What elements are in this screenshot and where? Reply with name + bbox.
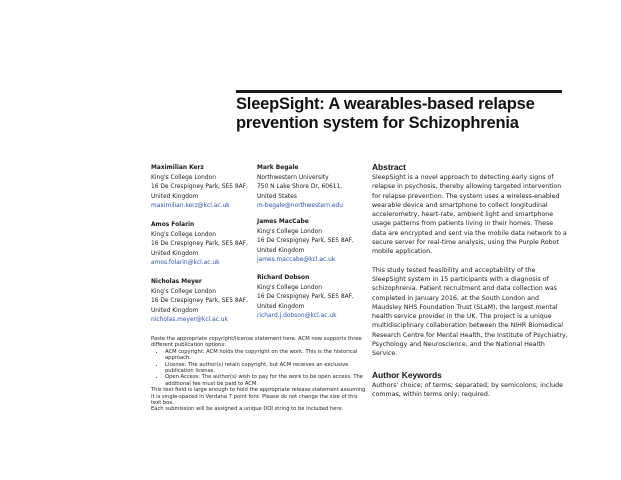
author-card — [257, 218, 367, 266]
author-affiliation: King's College London — [257, 284, 322, 291]
abstract-heading: Abstract — [372, 162, 406, 172]
author-card — [257, 274, 367, 322]
author-name: Maximilian Kerz — [151, 165, 204, 171]
author-country: United States — [257, 193, 297, 200]
author-address: 16 De Crespigney Park, SE5 8AF, — [151, 241, 248, 247]
author-affiliation: Northwestern University — [257, 174, 329, 181]
copyright-box — [151, 336, 366, 413]
author-country: United Kingdom — [151, 307, 199, 314]
author-address: 750 N Lake Shore Dr, 60611, — [257, 184, 343, 190]
title-line-1: SleepSight: A wearables-based relapse — [236, 95, 535, 113]
author-name: Nicholas Meyer — [151, 279, 202, 285]
title-rule — [236, 90, 562, 93]
author-email-link[interactable]: richard.j.dobson@kcl.ac.uk — [257, 313, 337, 319]
author-address: 16 De Crespigney Park, SE5 8AF, — [257, 294, 354, 300]
author-card — [151, 164, 261, 212]
abstract-paragraph-1: SleepSight is a novel approach to detecting early signs of relapse in psychosis, thereby allowing targeted intervention for relapse prevention. The system uses a wireless-enabled wearable device and smartphone to collect longitudinal accelerometry, heart-rate, ambient light and smartphone usage patterns from patients living in their homes. These data are encrypted and sent via the mobile data network to a secure server for real-time analysis, using the Purple Robot mobile application. — [372, 174, 567, 256]
abstract-paragraph-2: This study tested feasibility and acceptability of the SleepSight system in 15 participants with a diagnosis of schizophrenia. Patient recruitment and data collection was completed in January 2016, at the South London and Maudsley NHS Foundation Trust (SLaM), the largest mental health service provider in the UK. The project is a unique multidisciplinary collaboration between the NIHR Biomedical Research Centre for Mental Health, the Institute of Psychiatry, Psychology and Neuroscience, and the National Health Service. — [372, 266, 568, 358]
keywords-heading: Author Keywords — [372, 369, 442, 380]
title-line-2: prevention system for Schizophrenia — [236, 114, 519, 132]
author-name: Amos Folarin — [151, 222, 195, 228]
copyright-outro: This text field is large enough to hold the appropriate release statement assuming it is single-spaced in Verdana 7 point font. Please do not change the size of this text box. — [151, 387, 366, 407]
author-card — [151, 278, 261, 326]
author-address: 16 De Crespigney Park, SE5 8AF, — [151, 298, 248, 304]
author-country: United Kingdom — [151, 250, 199, 257]
author-card — [151, 221, 261, 269]
keywords-text: Authors' choice; of terms; separated; by semicolons; include commas, within terms only; required. — [372, 381, 563, 398]
author-address: 16 De Crespigney Park, SE5 8AF, — [151, 184, 248, 190]
right-column — [372, 162, 568, 399]
author-country: United Kingdom — [257, 303, 305, 310]
author-email-link[interactable]: maximilian.kerz@kcl.ac.uk — [151, 203, 230, 209]
author-email-link[interactable]: amos.folarin@kcl.ac.uk — [151, 260, 220, 266]
list-item: • License: The author(s) retain copyright, but ACM receives an exclusive publication license. — [165, 362, 366, 375]
paper-title — [236, 95, 576, 133]
doi-note: Each submission will be assigned a unique DOI string to be included here. — [151, 406, 344, 413]
author-email-link[interactable]: m-begale@northwestern.edu — [257, 203, 343, 209]
author-email-link[interactable]: nicholas.meyer@kcl.ac.uk — [151, 317, 228, 323]
publication-options-list — [151, 349, 366, 387]
author-affiliation: King's College London — [151, 288, 216, 295]
list-item: • ACM copyright: ACM holds the copyright on the work. This is the historical approach. — [165, 349, 366, 362]
copyright-intro: Paste the appropriate copyright/license statement here. ACM now supports three different publication options: — [151, 336, 362, 349]
author-name: Richard Dobson — [257, 275, 310, 281]
author-name: James MacCabe — [257, 219, 309, 225]
author-name: Mark Begale — [257, 165, 299, 171]
author-country: United Kingdom — [151, 193, 199, 200]
author-affiliation: King's College London — [151, 231, 216, 238]
author-affiliation: King's College London — [151, 174, 216, 181]
author-affiliation: King's College London — [257, 228, 322, 235]
author-card — [257, 164, 367, 212]
author-country: United Kingdom — [257, 247, 305, 254]
author-address: 16 De Crespigney Park, SE5 8AF, — [257, 238, 354, 244]
list-item: • Open Access: The author(s) wish to pay for the work to be open access. The additional fee must be paid to ACM. — [165, 374, 366, 387]
author-email-link[interactable]: james.maccabe@kcl.ac.uk — [257, 257, 336, 263]
